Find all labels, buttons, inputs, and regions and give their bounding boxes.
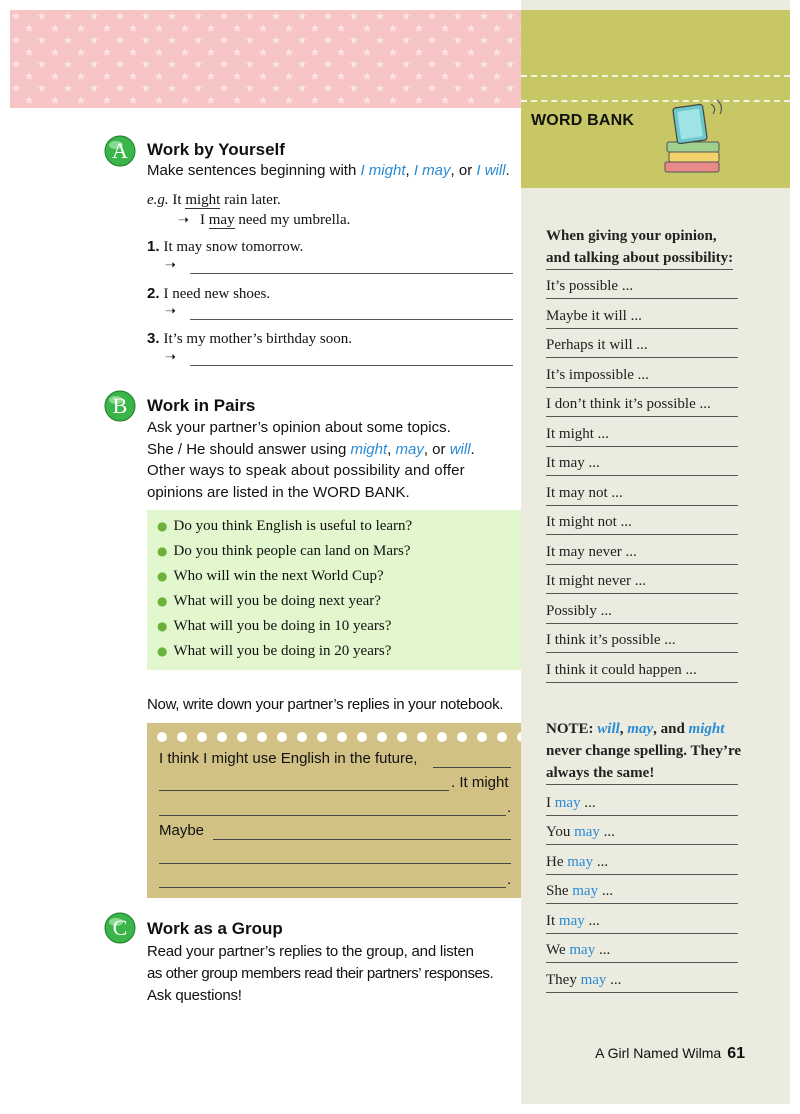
option-i-may: I may: [413, 162, 451, 179]
word-bank-item: It may never ...: [546, 541, 738, 565]
answer-text: I: [200, 212, 205, 228]
word-may: may: [395, 440, 424, 458]
question-item: [157, 543, 411, 560]
arrow-icon: ➝: [165, 304, 176, 319]
modal-word: may: [554, 795, 581, 811]
sep: ,: [387, 440, 392, 458]
instruction-text: Make sentences beginning with: [147, 162, 357, 179]
modal-word: may: [558, 913, 585, 929]
instruction-line: Ask your partner’s opinion about some topics.: [147, 419, 451, 436]
section-b-instructions: [147, 417, 475, 503]
note-word-may: may: [627, 721, 654, 737]
word-bank-item: It might never ...: [546, 570, 738, 594]
example-answer: [200, 212, 350, 229]
header-star-band: [10, 10, 521, 108]
item-text: I need new shoes.: [163, 286, 271, 302]
pronoun-row: [546, 969, 738, 993]
instruction-line: [147, 439, 475, 461]
notebook-box: [147, 723, 521, 898]
word-bank-item: It might ...: [546, 423, 738, 447]
bullet-icon: ●: [157, 644, 168, 658]
ellipsis: ...: [584, 795, 596, 811]
sep: , or: [423, 440, 446, 458]
bullet-icon: ●: [157, 569, 168, 583]
question-item: [157, 643, 391, 660]
question-text: What will you be doing in 10 years?: [173, 618, 392, 634]
item-number: 3.: [147, 330, 160, 347]
sep: .: [470, 440, 475, 458]
dashed-divider: [521, 75, 790, 77]
answer-modal: may: [208, 212, 235, 228]
exercise-item: [147, 285, 270, 303]
section-a-icon: [103, 134, 137, 168]
answer-line[interactable]: [190, 319, 513, 320]
arrow-icon: ➝: [178, 213, 189, 228]
word-bank-intro: [546, 225, 766, 270]
modal-word: may: [569, 942, 596, 958]
instruction-line: opinions are listed in the WORD BANK.: [147, 483, 410, 501]
pronoun-row: [546, 910, 738, 934]
word-bank-item: I don’t think it’s possible ...: [546, 393, 738, 417]
pronoun: It: [546, 913, 556, 929]
section-c-instructions: [147, 941, 493, 1007]
question-item: [157, 618, 391, 635]
notebook-holes: [155, 730, 521, 744]
section-a-instruction: [147, 162, 510, 179]
ellipsis: ...: [601, 883, 614, 899]
answer-line[interactable]: [159, 863, 511, 864]
ellipsis: ...: [596, 854, 609, 870]
question-item: [157, 518, 412, 535]
word-bank-item: It may ...: [546, 452, 738, 476]
spelling-note: [546, 718, 761, 785]
word-bank-item: It’s impossible ...: [546, 364, 738, 388]
word-bank-item: Possibly ...: [546, 600, 738, 624]
dashed-divider: [521, 100, 790, 102]
notebook-period: .: [507, 871, 512, 888]
answer-line[interactable]: [213, 839, 511, 840]
section-b-icon: [103, 389, 137, 423]
bullet-icon: ●: [157, 594, 168, 608]
sep: , or: [450, 162, 473, 179]
ellipsis: ...: [610, 972, 622, 988]
question-text: Do you think people can land on Mars?: [173, 543, 411, 559]
word-bank-item: I think it’s possible ...: [546, 629, 738, 653]
item-text: It may snow tomorrow.: [163, 239, 304, 255]
exercise-item: [147, 330, 352, 348]
note-sep: , and: [653, 721, 685, 737]
option-i-might: I might: [360, 162, 406, 179]
answer-line[interactable]: [433, 767, 511, 768]
word-bank-header: [521, 10, 790, 188]
word-bank-item: I think it could happen ...: [546, 659, 738, 683]
answer-line[interactable]: [159, 790, 449, 791]
example-sentence: [147, 192, 281, 209]
exercise-item: [147, 238, 303, 256]
example-text: It: [172, 192, 182, 208]
item-text: It’s my mother’s birthday soon.: [163, 331, 352, 347]
notebook-sentence: Maybe: [159, 822, 205, 839]
question-text: Do you think English is useful to learn?: [173, 518, 413, 534]
note-word-will: will: [597, 721, 620, 737]
section-c-title: Work as a Group: [147, 919, 283, 938]
note-line-2: never change spelling. They’re: [546, 743, 741, 759]
word-bank-item: Maybe it will ...: [546, 305, 738, 329]
modal-word: may: [580, 972, 607, 988]
word-bank-panel: [521, 0, 790, 1104]
ellipsis: ...: [598, 942, 611, 958]
sep: ,: [405, 162, 410, 179]
arrow-icon: ➝: [165, 258, 176, 273]
question-item: [157, 593, 381, 610]
answer-line[interactable]: [159, 815, 506, 816]
item-number: 1.: [147, 238, 160, 255]
example-text: rain later.: [224, 192, 281, 208]
question-item: [157, 568, 384, 585]
pronoun-row: [546, 939, 738, 963]
svg-text:C: C: [112, 915, 128, 940]
modal-word: may: [572, 883, 599, 899]
note-label: NOTE:: [546, 721, 594, 737]
instruction-text: She / He should answer using: [147, 440, 347, 458]
section-c-icon: [103, 911, 137, 945]
instruction-line: as other group members read their partners’ responses.: [147, 965, 494, 982]
note-sep: ,: [619, 721, 624, 737]
page-footer: [595, 1045, 745, 1063]
ellipsis: ...: [588, 913, 600, 929]
pronoun-row: [546, 821, 738, 845]
pronoun: We: [546, 942, 566, 958]
question-text: What will you be doing in 20 years?: [173, 643, 392, 659]
question-list-box: [147, 510, 521, 670]
word-bank-item: It may not ...: [546, 482, 738, 506]
word-will: will: [449, 440, 471, 458]
section-b-title: Work in Pairs: [147, 396, 256, 415]
option-i-will: I will: [476, 162, 506, 179]
book-title: A Girl Named Wilma: [595, 1045, 722, 1061]
pronoun-row: [546, 880, 738, 904]
page-number: 61: [727, 1045, 745, 1062]
stacked-books-icon: [661, 96, 733, 180]
svg-text:A: A: [112, 138, 128, 163]
instruction-line: Other ways to speak about possibility and offer: [147, 462, 465, 479]
modal-word: may: [574, 824, 600, 840]
instruction-line: Read your partner’s replies to the group, and listen: [147, 943, 474, 960]
note-line-3: always the same!: [546, 762, 738, 785]
pronoun: You: [546, 824, 571, 840]
answer-text: need my umbrella.: [238, 212, 351, 228]
word-might: might: [350, 440, 388, 458]
answer-line[interactable]: [159, 887, 506, 888]
pronoun-row: [546, 792, 738, 816]
star-pattern: [10, 10, 521, 108]
modal-word: may: [567, 854, 594, 870]
item-number: 2.: [147, 285, 160, 302]
notebook-sentence: . It might: [451, 774, 509, 791]
example-label: e.g.: [147, 192, 169, 208]
word-bank-item: It’s possible ...: [546, 275, 738, 299]
pronoun: They: [546, 972, 577, 988]
write-down-instruction: Now, write down your partner’s replies in your notebook.: [147, 696, 504, 713]
note-word-might: might: [688, 721, 725, 737]
arrow-icon: ➝: [165, 350, 176, 365]
bullet-icon: ●: [157, 619, 168, 633]
instruction-line: Ask questions!: [147, 987, 242, 1004]
word-bank-title: WORD BANK: [531, 112, 635, 129]
bullet-icon: ●: [157, 544, 168, 558]
question-text: Who will win the next World Cup?: [173, 568, 384, 584]
sep: .: [505, 162, 510, 179]
intro-line-1: When giving your opinion,: [546, 228, 717, 244]
notebook-sentence: I think I might use English in the future,: [159, 750, 418, 767]
word-bank-item: Perhaps it will ...: [546, 334, 738, 358]
pronoun: She: [546, 883, 569, 899]
question-text: What will you be doing next year?: [173, 593, 381, 609]
notebook-period: .: [507, 799, 512, 816]
section-a-title: Work by Yourself: [147, 140, 285, 159]
pronoun: I: [546, 795, 551, 811]
bullet-icon: ●: [157, 519, 168, 533]
ellipsis: ...: [603, 824, 615, 840]
answer-line[interactable]: [190, 365, 513, 366]
example-modal: might: [185, 192, 221, 208]
intro-line-2: and talking about possibility:: [546, 247, 733, 270]
svg-text:B: B: [112, 393, 128, 418]
pronoun-row: [546, 851, 738, 875]
answer-line[interactable]: [190, 273, 513, 274]
word-bank-item: It might not ...: [546, 511, 738, 535]
pronoun: He: [546, 854, 564, 870]
